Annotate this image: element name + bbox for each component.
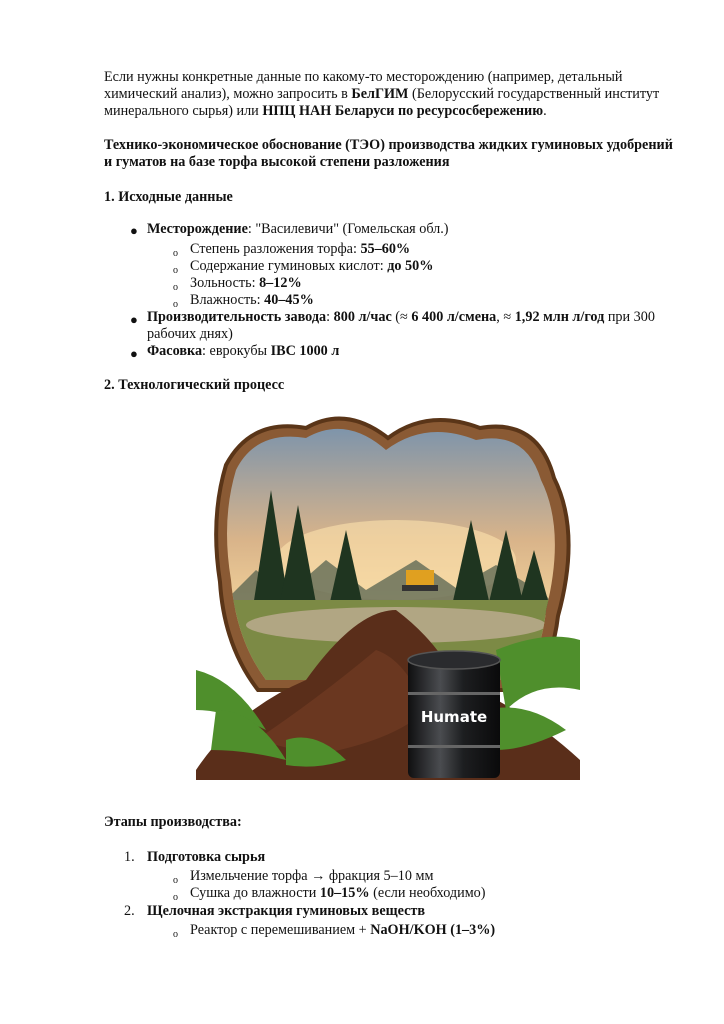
circle-bullet-icon: o [173, 299, 178, 310]
circle-bullet-icon: o [173, 282, 178, 293]
section2-heading-text: 2. Технологический процесс [104, 377, 285, 393]
stage-title: Подготовка сырья [147, 849, 266, 865]
intro-org-1: БелГИМ [351, 86, 409, 102]
capacity-year: 1,92 млн л/год [514, 309, 605, 325]
section1-heading-text: 1. Исходные данные [104, 189, 233, 205]
stage-item [147, 849, 687, 866]
capacity-sep: : [326, 309, 334, 325]
pack-value: IBC 1000 л [270, 343, 340, 359]
circle-bullet-icon: o [173, 248, 178, 259]
prop-value: 55–60% [360, 241, 411, 257]
stage-substep [190, 922, 690, 939]
substep-text: (если необходимо) [369, 885, 486, 901]
capacity-line [147, 309, 687, 343]
section2-heading [104, 377, 684, 394]
stage-item [147, 903, 687, 920]
intro-text-2: (Белорусский государственный институт минерального сырья) или [104, 86, 660, 119]
prop-value: 40–45% [264, 292, 314, 308]
prop-item [190, 258, 690, 275]
circle-bullet-icon: o [173, 892, 178, 903]
bullet-icon: ● [130, 223, 138, 238]
circle-bullet-icon: o [173, 265, 178, 276]
prop-value: 8–12% [259, 275, 302, 291]
bullet-icon: ● [130, 312, 138, 327]
peat-humate-illustration [196, 410, 580, 790]
prop-label: Степень разложения торфа: [190, 241, 361, 257]
deposit-value: : "Василевичи" (Гомельская обл.) [247, 221, 449, 237]
stage-number: 1. [124, 849, 135, 865]
deposit-label: Месторождение [147, 221, 248, 237]
substep-text: Реактор с перемешиванием + [190, 922, 371, 938]
stage-number: 2. [124, 903, 135, 919]
capacity-tail: при 300 рабочих днях) [147, 309, 655, 342]
prop-label: Зольность: [190, 275, 260, 291]
capacity-label: Производительность завода [147, 309, 327, 325]
prop-label: Содержание гуминовых кислот: [190, 258, 388, 274]
pack-label: Фасовка [147, 343, 203, 359]
capacity-shift: 6 400 л/смена [411, 309, 497, 325]
stages-heading-text: Этапы производства: [104, 814, 242, 830]
excavator [406, 570, 434, 586]
intro-org-2: НПЦ НАН Беларуси по ресурсосбережению [262, 103, 544, 119]
substep-value: 10–15% [319, 885, 370, 901]
prop-value: до 50% [387, 258, 434, 274]
packaging-line [147, 343, 687, 360]
substep-value: NaOH/KOH (1–3%) [370, 922, 496, 938]
prop-item [190, 275, 690, 292]
stage-title: Щелочная экстракция гуминовых веществ [147, 903, 425, 919]
capacity-hour: 800 л/час [333, 309, 392, 325]
document-title-text: Технико-экономическое обоснование (ТЭО) производства жидких гуминовых удобрений и гуматов на базе торфа высокой степени разложения [104, 137, 673, 170]
circle-bullet-icon: o [173, 875, 178, 886]
substep-text: Сушка до влажности [190, 885, 320, 901]
bullet-icon: ● [130, 346, 138, 361]
pack-mid: : еврокубы [202, 343, 271, 359]
intro-paragraph [104, 69, 684, 120]
stage-substep [190, 868, 690, 885]
drum-label: Humate [420, 708, 488, 726]
circle-bullet-icon: o [173, 929, 178, 940]
stage-substep [190, 885, 690, 902]
intro-text-1: Если нужны конкретные данные по какому-то месторождению (например, детальный химический анализ), можно запросить в [104, 69, 623, 102]
document-title [104, 137, 684, 171]
stages-heading [104, 814, 684, 831]
deposit-line [147, 221, 687, 238]
capacity-mid: (≈ [391, 309, 412, 325]
section1-heading [104, 189, 684, 206]
intro-text-3: . [543, 103, 547, 119]
prop-item [190, 241, 690, 258]
prop-label: Влажность: [190, 292, 265, 308]
substep-text: Измельчение торфа → фракция 5–10 мм [190, 868, 434, 884]
humate-drum [408, 651, 500, 778]
capacity-mid2: , ≈ [496, 309, 515, 325]
prop-item [190, 292, 690, 309]
